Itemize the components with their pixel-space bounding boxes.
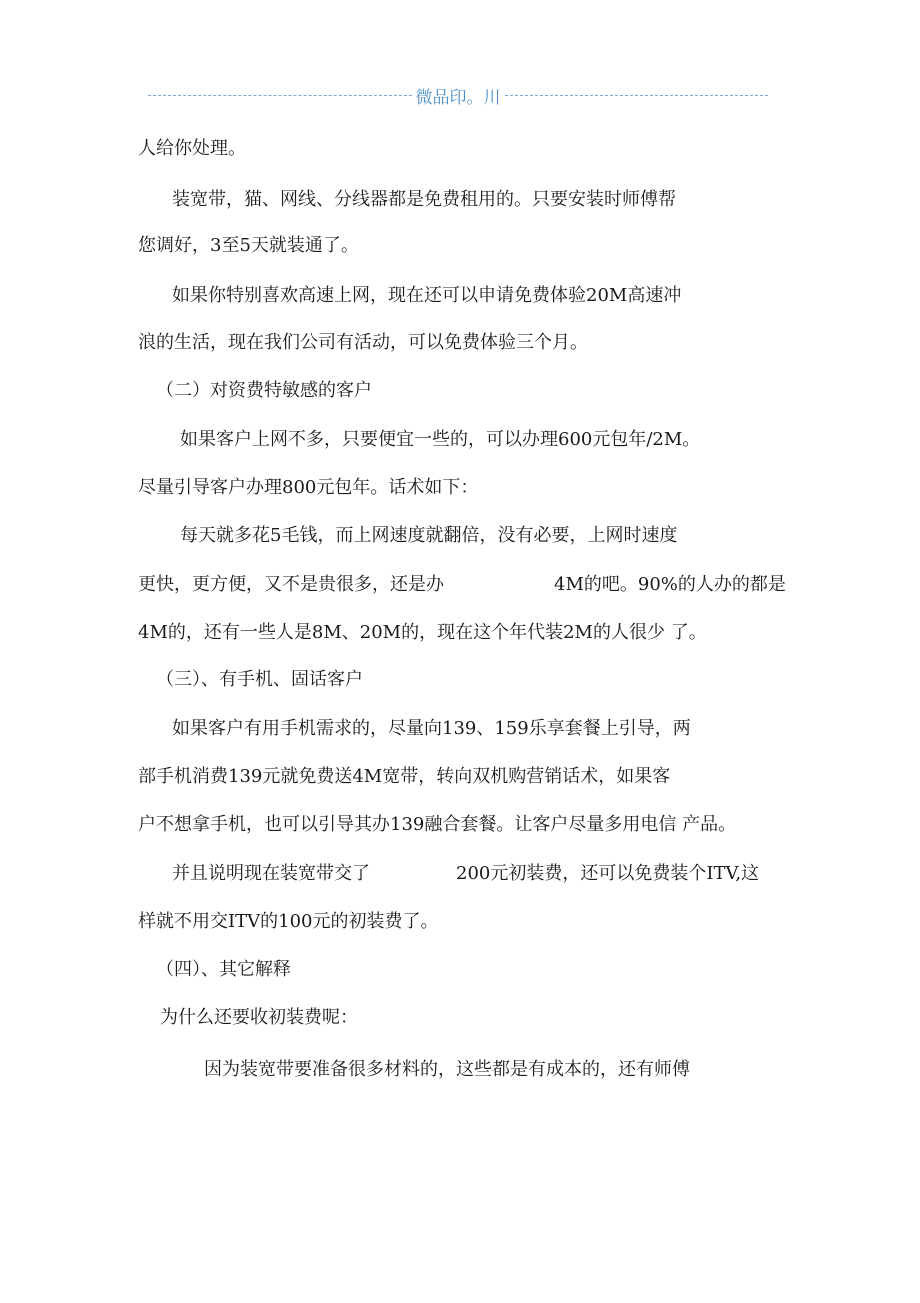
text-line: 并且说明现在装宽带交了	[172, 863, 370, 884]
header-right-rule	[505, 95, 769, 96]
text-line: 如果客户上网不多，只要便宜一些的，可以办理600元包年/2M。	[180, 429, 701, 450]
text-line: 您调好，3至5天就装通了。	[138, 235, 359, 256]
section-heading-2: （二）对资费特敏感的客户	[156, 380, 372, 401]
text-line: 浪的生活，现在我们公司有活动，可以免费体验三个月。	[138, 332, 588, 353]
text-line: 为什么还要收初装费呢：	[160, 1007, 358, 1028]
text-line: 如果客户有用手机需求的，尽量向139、159乐享套餐上引导，两	[172, 718, 691, 739]
header-title: 微品印。川	[415, 87, 501, 108]
section-heading-3: （三）、有手机、固话客户	[156, 669, 363, 690]
text-line: 户不想拿手机，也可以引导其办139融合套餐。让客户尽量多用电信 产品。	[138, 814, 737, 835]
text-line: 4M的吧。90%的人办的都是	[554, 574, 786, 595]
text-line: 4M的，还有一些人是8M、20M的，现在这个年代装2M的人很少 了。	[138, 622, 707, 643]
header-left-rule	[148, 95, 412, 96]
text-line: 人给你处理。	[138, 138, 246, 159]
text-line: 装宽带，猫、网线、分线器都是免费租用的。只要安装时师傅帮	[172, 189, 676, 210]
text-line: 每天就多花5毛钱，而上网速度就翻倍，没有必要，上网时速度	[180, 525, 678, 546]
section-heading-4: （四）、其它解释	[156, 959, 291, 980]
text-line: 尽量引导客户办理800元包年。话术如下：	[138, 477, 479, 498]
text-line: 如果你特别喜欢高速上网，现在还可以申请免费体验20M高速冲	[172, 285, 682, 306]
text-line: 样就不用交ITV的100元的初装费了。	[138, 911, 439, 932]
page-header	[148, 83, 768, 107]
text-line: 更快，更方便，又不是贵很多，还是办	[138, 574, 444, 595]
text-line: 200元初装费，还可以免费装个ITV,这	[456, 863, 760, 884]
text-line: 因为装宽带要准备很多材料的，这些都是有成本的，还有师傅	[204, 1059, 690, 1080]
text-line: 部手机消费139元就免费送4M宽带，转向双机购营销话术，如果客	[138, 766, 671, 787]
